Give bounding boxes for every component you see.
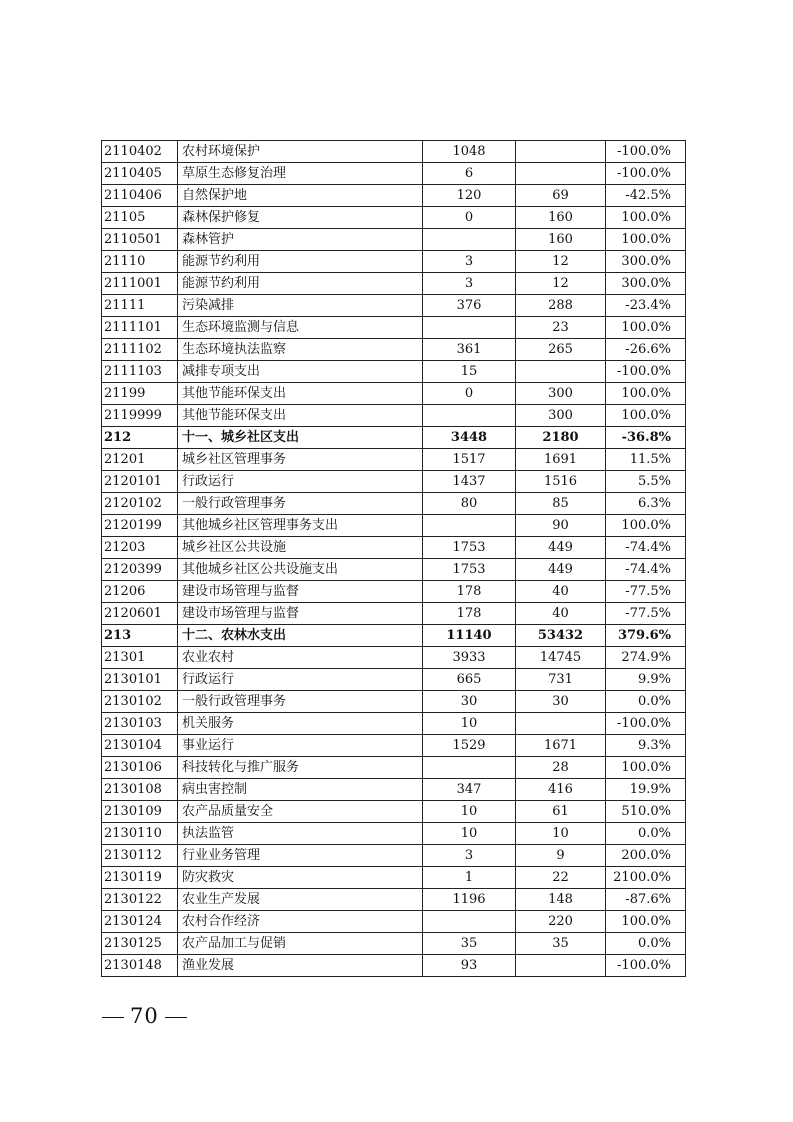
table-row	[102, 449, 686, 471]
cell-code: 2119999	[102, 405, 178, 427]
cell-value-prev: 178	[423, 603, 516, 625]
table-row	[102, 163, 686, 185]
cell-change-pct: 9.9%	[606, 669, 686, 691]
cell-value-curr: 12	[516, 251, 606, 273]
table-row	[102, 691, 686, 713]
cell-name: 森林管护	[178, 229, 423, 251]
cell-name: 机关服务	[178, 713, 423, 735]
cell-name: 建设市场管理与监督	[178, 581, 423, 603]
cell-value-curr: 10	[516, 823, 606, 845]
cell-name: 草原生态修复治理	[178, 163, 423, 185]
cell-change-pct: 100.0%	[606, 317, 686, 339]
cell-change-pct: 9.3%	[606, 735, 686, 757]
cell-name: 森林保护修复	[178, 207, 423, 229]
cell-value-curr: 265	[516, 339, 606, 361]
cell-value-curr: 61	[516, 801, 606, 823]
cell-code: 21199	[102, 383, 178, 405]
table-row	[102, 339, 686, 361]
cell-name: 建设市场管理与监督	[178, 603, 423, 625]
cell-value-curr: 449	[516, 559, 606, 581]
cell-name: 十一、城乡社区支出	[178, 427, 423, 449]
cell-value-curr: 9	[516, 845, 606, 867]
cell-change-pct: 100.0%	[606, 515, 686, 537]
cell-value-curr: 14745	[516, 647, 606, 669]
cell-name: 农产品质量安全	[178, 801, 423, 823]
cell-value-prev: 10	[423, 823, 516, 845]
cell-code: 2130125	[102, 933, 178, 955]
cell-name: 事业运行	[178, 735, 423, 757]
cell-name: 农业农村	[178, 647, 423, 669]
table-row	[102, 515, 686, 537]
cell-value-prev: 1196	[423, 889, 516, 911]
cell-name: 农产品加工与促销	[178, 933, 423, 955]
cell-change-pct: -77.5%	[606, 581, 686, 603]
cell-value-curr: 148	[516, 889, 606, 911]
table-row	[102, 933, 686, 955]
cell-name: 一般行政管理事务	[178, 691, 423, 713]
cell-value-curr	[516, 713, 606, 735]
cell-change-pct: 510.0%	[606, 801, 686, 823]
cell-code: 21201	[102, 449, 178, 471]
cell-value-prev: 3	[423, 251, 516, 273]
table-row	[102, 471, 686, 493]
cell-value-prev: 1437	[423, 471, 516, 493]
cell-change-pct: 19.9%	[606, 779, 686, 801]
cell-value-prev	[423, 229, 516, 251]
cell-value-curr: 40	[516, 603, 606, 625]
cell-name: 科技转化与推广服务	[178, 757, 423, 779]
cell-code: 21110	[102, 251, 178, 273]
cell-code: 2130110	[102, 823, 178, 845]
cell-name: 一般行政管理事务	[178, 493, 423, 515]
table-row	[102, 647, 686, 669]
table-row	[102, 273, 686, 295]
cell-value-prev	[423, 757, 516, 779]
cell-value-prev: 120	[423, 185, 516, 207]
cell-value-curr	[516, 141, 606, 163]
cell-value-curr: 23	[516, 317, 606, 339]
cell-name: 农村环境保护	[178, 141, 423, 163]
table-row	[102, 361, 686, 383]
table-row	[102, 669, 686, 691]
cell-change-pct: -100.0%	[606, 955, 686, 977]
cell-value-prev: 665	[423, 669, 516, 691]
cell-code: 2110405	[102, 163, 178, 185]
cell-code: 2130108	[102, 779, 178, 801]
cell-change-pct: -100.0%	[606, 163, 686, 185]
cell-change-pct: -36.8%	[606, 427, 686, 449]
table-row	[102, 713, 686, 735]
cell-code: 2111103	[102, 361, 178, 383]
cell-value-prev: 0	[423, 383, 516, 405]
cell-code: 2130112	[102, 845, 178, 867]
table-row	[102, 427, 686, 449]
cell-value-prev: 3	[423, 845, 516, 867]
cell-code: 2120399	[102, 559, 178, 581]
table-row	[102, 757, 686, 779]
cell-change-pct: 100.0%	[606, 911, 686, 933]
cell-code: 21206	[102, 581, 178, 603]
cell-change-pct: -26.6%	[606, 339, 686, 361]
cell-value-prev: 1	[423, 867, 516, 889]
table-row	[102, 603, 686, 625]
cell-value-curr: 40	[516, 581, 606, 603]
table-row	[102, 823, 686, 845]
table-row	[102, 185, 686, 207]
table-row	[102, 251, 686, 273]
cell-value-prev: 1517	[423, 449, 516, 471]
cell-change-pct: -42.5%	[606, 185, 686, 207]
cell-code: 212	[102, 427, 178, 449]
cell-name: 自然保护地	[178, 185, 423, 207]
table-row	[102, 845, 686, 867]
cell-change-pct: 200.0%	[606, 845, 686, 867]
table-row	[102, 405, 686, 427]
cell-code: 2120101	[102, 471, 178, 493]
cell-value-curr: 300	[516, 405, 606, 427]
cell-name: 生态环境监测与信息	[178, 317, 423, 339]
cell-name: 十二、农林水支出	[178, 625, 423, 647]
cell-code: 21111	[102, 295, 178, 317]
cell-value-prev: 178	[423, 581, 516, 603]
table-row	[102, 779, 686, 801]
cell-change-pct: -23.4%	[606, 295, 686, 317]
cell-code: 2111001	[102, 273, 178, 295]
cell-value-prev: 361	[423, 339, 516, 361]
table-row	[102, 317, 686, 339]
cell-code: 2130148	[102, 955, 178, 977]
cell-value-prev: 3448	[423, 427, 516, 449]
cell-code: 2110406	[102, 185, 178, 207]
cell-value-prev: 10	[423, 713, 516, 735]
cell-value-curr: 160	[516, 207, 606, 229]
cell-value-prev: 347	[423, 779, 516, 801]
table-row	[102, 889, 686, 911]
page-footer	[96, 1004, 193, 1028]
cell-value-prev: 376	[423, 295, 516, 317]
table-row	[102, 801, 686, 823]
cell-value-prev: 35	[423, 933, 516, 955]
table-row	[102, 537, 686, 559]
cell-code: 2130102	[102, 691, 178, 713]
table-row	[102, 735, 686, 757]
cell-name: 生态环境执法监察	[178, 339, 423, 361]
cell-name: 农村合作经济	[178, 911, 423, 933]
cell-value-curr: 28	[516, 757, 606, 779]
cell-name: 其他节能环保支出	[178, 405, 423, 427]
cell-value-curr: 220	[516, 911, 606, 933]
cell-value-curr	[516, 361, 606, 383]
cell-code: 2130106	[102, 757, 178, 779]
dash-right	[165, 1017, 187, 1018]
cell-value-prev: 15	[423, 361, 516, 383]
cell-value-curr: 12	[516, 273, 606, 295]
cell-value-prev: 1753	[423, 537, 516, 559]
cell-code: 2110501	[102, 229, 178, 251]
cell-name: 渔业发展	[178, 955, 423, 977]
cell-code: 2130109	[102, 801, 178, 823]
cell-code: 2130122	[102, 889, 178, 911]
cell-change-pct: 5.5%	[606, 471, 686, 493]
cell-name: 行业业务管理	[178, 845, 423, 867]
cell-change-pct: 100.0%	[606, 229, 686, 251]
cell-change-pct: -100.0%	[606, 141, 686, 163]
cell-value-curr: 2180	[516, 427, 606, 449]
cell-value-prev	[423, 911, 516, 933]
cell-code: 2120601	[102, 603, 178, 625]
cell-value-prev	[423, 515, 516, 537]
cell-name: 城乡社区管理事务	[178, 449, 423, 471]
cell-value-curr: 300	[516, 383, 606, 405]
cell-value-curr: 30	[516, 691, 606, 713]
cell-change-pct: -100.0%	[606, 361, 686, 383]
cell-change-pct: 0.0%	[606, 933, 686, 955]
table-row	[102, 207, 686, 229]
cell-value-prev	[423, 405, 516, 427]
cell-code: 2130124	[102, 911, 178, 933]
cell-value-prev	[423, 317, 516, 339]
cell-value-prev: 1048	[423, 141, 516, 163]
cell-code: 2130119	[102, 867, 178, 889]
cell-code: 2130101	[102, 669, 178, 691]
cell-value-curr: 288	[516, 295, 606, 317]
cell-name: 行政运行	[178, 471, 423, 493]
cell-value-curr	[516, 955, 606, 977]
table-row	[102, 911, 686, 933]
page-number: 70	[130, 1004, 159, 1028]
table-row	[102, 559, 686, 581]
cell-name: 其他城乡社区公共设施支出	[178, 559, 423, 581]
table-row	[102, 383, 686, 405]
cell-value-prev: 80	[423, 493, 516, 515]
cell-value-curr: 1516	[516, 471, 606, 493]
cell-code: 2111101	[102, 317, 178, 339]
cell-name: 其他节能环保支出	[178, 383, 423, 405]
cell-code: 21105	[102, 207, 178, 229]
cell-name: 其他城乡社区管理事务支出	[178, 515, 423, 537]
cell-value-curr: 69	[516, 185, 606, 207]
table-body	[102, 141, 686, 977]
cell-value-curr	[516, 163, 606, 185]
cell-code: 213	[102, 625, 178, 647]
cell-name: 能源节约利用	[178, 251, 423, 273]
cell-name: 能源节约利用	[178, 273, 423, 295]
cell-value-prev: 30	[423, 691, 516, 713]
cell-change-pct: 300.0%	[606, 273, 686, 295]
cell-value-curr: 160	[516, 229, 606, 251]
cell-value-prev: 6	[423, 163, 516, 185]
cell-value-curr: 90	[516, 515, 606, 537]
cell-code: 2130103	[102, 713, 178, 735]
table-row	[102, 581, 686, 603]
cell-name: 病虫害控制	[178, 779, 423, 801]
cell-name: 农业生产发展	[178, 889, 423, 911]
cell-code: 2120102	[102, 493, 178, 515]
cell-value-curr: 449	[516, 537, 606, 559]
cell-change-pct: -77.5%	[606, 603, 686, 625]
cell-code: 2111102	[102, 339, 178, 361]
cell-change-pct: -74.4%	[606, 537, 686, 559]
table-row	[102, 955, 686, 977]
table-row	[102, 229, 686, 251]
cell-value-prev: 11140	[423, 625, 516, 647]
budget-table-container	[101, 140, 685, 977]
cell-code: 2130104	[102, 735, 178, 757]
cell-change-pct: 379.6%	[606, 625, 686, 647]
cell-change-pct: 0.0%	[606, 823, 686, 845]
cell-value-curr: 1671	[516, 735, 606, 757]
cell-change-pct: 100.0%	[606, 757, 686, 779]
cell-code: 2120199	[102, 515, 178, 537]
cell-change-pct: -87.6%	[606, 889, 686, 911]
cell-change-pct: 100.0%	[606, 383, 686, 405]
cell-value-prev: 1529	[423, 735, 516, 757]
cell-change-pct: -100.0%	[606, 713, 686, 735]
table-row	[102, 625, 686, 647]
cell-change-pct: 11.5%	[606, 449, 686, 471]
cell-code: 21203	[102, 537, 178, 559]
cell-name: 减排专项支出	[178, 361, 423, 383]
cell-name: 城乡社区公共设施	[178, 537, 423, 559]
cell-change-pct: 6.3%	[606, 493, 686, 515]
cell-change-pct: 100.0%	[606, 207, 686, 229]
cell-value-curr: 731	[516, 669, 606, 691]
cell-change-pct: 274.9%	[606, 647, 686, 669]
cell-value-prev: 3	[423, 273, 516, 295]
cell-value-prev: 3933	[423, 647, 516, 669]
dash-left	[102, 1017, 124, 1018]
cell-change-pct: 100.0%	[606, 405, 686, 427]
cell-value-curr: 35	[516, 933, 606, 955]
cell-change-pct: -74.4%	[606, 559, 686, 581]
cell-value-curr: 85	[516, 493, 606, 515]
cell-change-pct: 0.0%	[606, 691, 686, 713]
cell-code: 21301	[102, 647, 178, 669]
cell-name: 行政运行	[178, 669, 423, 691]
cell-value-prev: 93	[423, 955, 516, 977]
cell-value-prev: 0	[423, 207, 516, 229]
cell-value-curr: 416	[516, 779, 606, 801]
cell-name: 污染减排	[178, 295, 423, 317]
cell-change-pct: 2100.0%	[606, 867, 686, 889]
cell-name: 执法监管	[178, 823, 423, 845]
cell-change-pct: 300.0%	[606, 251, 686, 273]
cell-value-curr: 22	[516, 867, 606, 889]
cell-value-curr: 1691	[516, 449, 606, 471]
cell-name: 防灾救灾	[178, 867, 423, 889]
table-row	[102, 867, 686, 889]
cell-value-curr: 53432	[516, 625, 606, 647]
table-row	[102, 295, 686, 317]
cell-code: 2110402	[102, 141, 178, 163]
budget-table	[101, 140, 686, 977]
cell-value-prev: 10	[423, 801, 516, 823]
cell-value-prev: 1753	[423, 559, 516, 581]
table-row	[102, 141, 686, 163]
table-row	[102, 493, 686, 515]
